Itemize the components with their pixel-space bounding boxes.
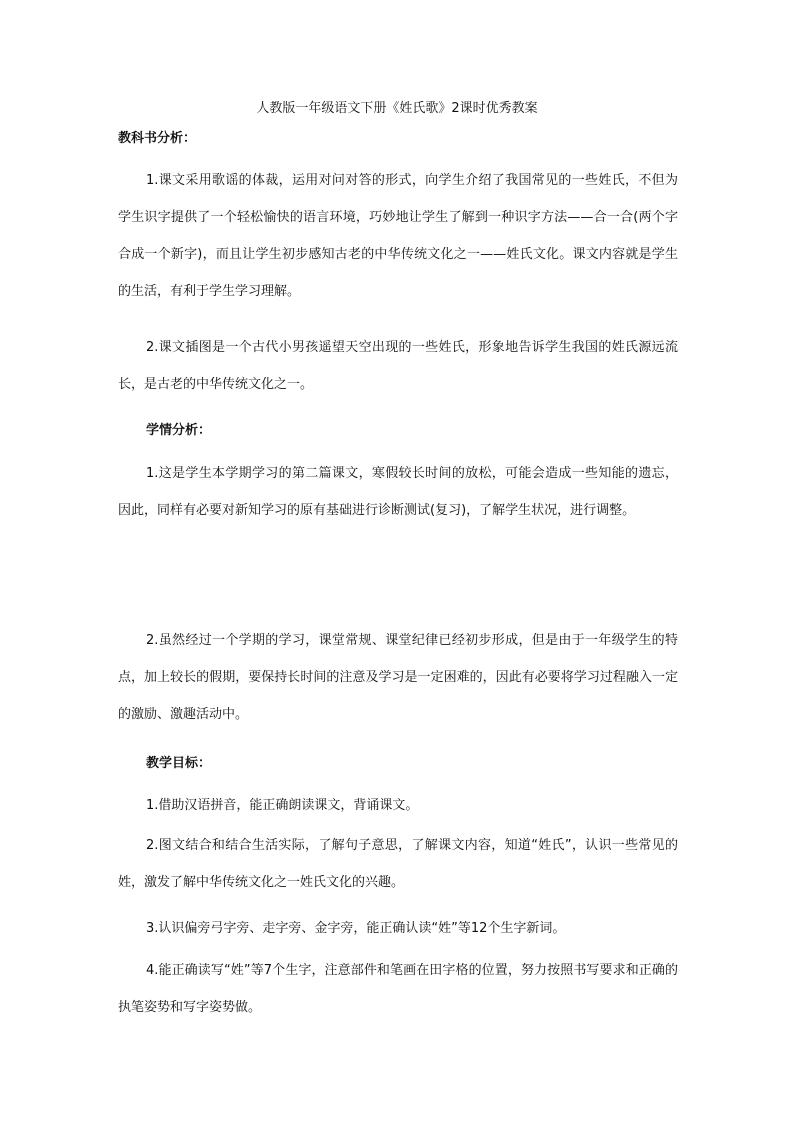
paragraph: 1.这是学生本学期学习的第二篇课文，寒假较长时间的放松，可能会造成一些知能的遗忘，因此，同样有必要对新知学习的原有基础进行诊断测试(复习)，了解学生状况，进行调整。 [118,466,678,518]
paragraph: 1.借助汉语拼音，能正确朗读课文，背诵课文。 [146,798,419,813]
paragraph: 4.能正确读写“姓”等7个生字，注意部件和笔画在田字格的位置，努力按照书写要求和正确的执笔姿势和写字姿势做。 [118,963,678,1015]
paragraph: 1.课文采用歌谣的体裁，运用对问对答的形式，向学生介绍了我国常见的一些姓氏，不但为学生识字提供了一个轻松愉快的语言环境，巧妙地让学生了解到一种识字方法——合一合(两个字合成一个新字)，而且让学生初步感知古老的中华传统文化之一——姓氏文化。课文内容就是学生的生活，有利于学生学习理解。 [118,173,678,299]
section-heading-textbook-analysis: 教科书分析： [118,131,197,146]
paragraph: 2.课文插图是一个古代小男孩遥望天空出现的一些姓氏，形象地告诉学生我国的姓氏源远流长，是古老的中华传统文化之一。 [118,340,678,392]
paragraph: 3.认识偏旁弓字旁、走字旁、金字旁，能正确认读“姓”等12个生字新词。 [146,921,566,936]
section-heading-teaching-goals: 教学目标： [146,756,212,771]
paragraph: 2.虽然经过一个学期的学习，课堂常规、课堂纪律已经初步形成，但是由于一年级学生的特点，加上较长的假期，要保持长时间的注意及学习是一定困难的，因此有必要将学习过程融入一定的激励、激趣活动中。 [118,633,678,722]
document-title: 人教版一年级语文下册《姓氏歌》2课时优秀教案 [256,101,538,116]
section-heading-learner-analysis: 学情分析： [146,423,212,438]
paragraph: 2.图文结合和结合生活实际，了解句子意思，了解课文内容，知道“姓氏”，认识一些常见的姓，激发了解中华传统文化之一姓氏文化的兴趣。 [118,838,678,890]
